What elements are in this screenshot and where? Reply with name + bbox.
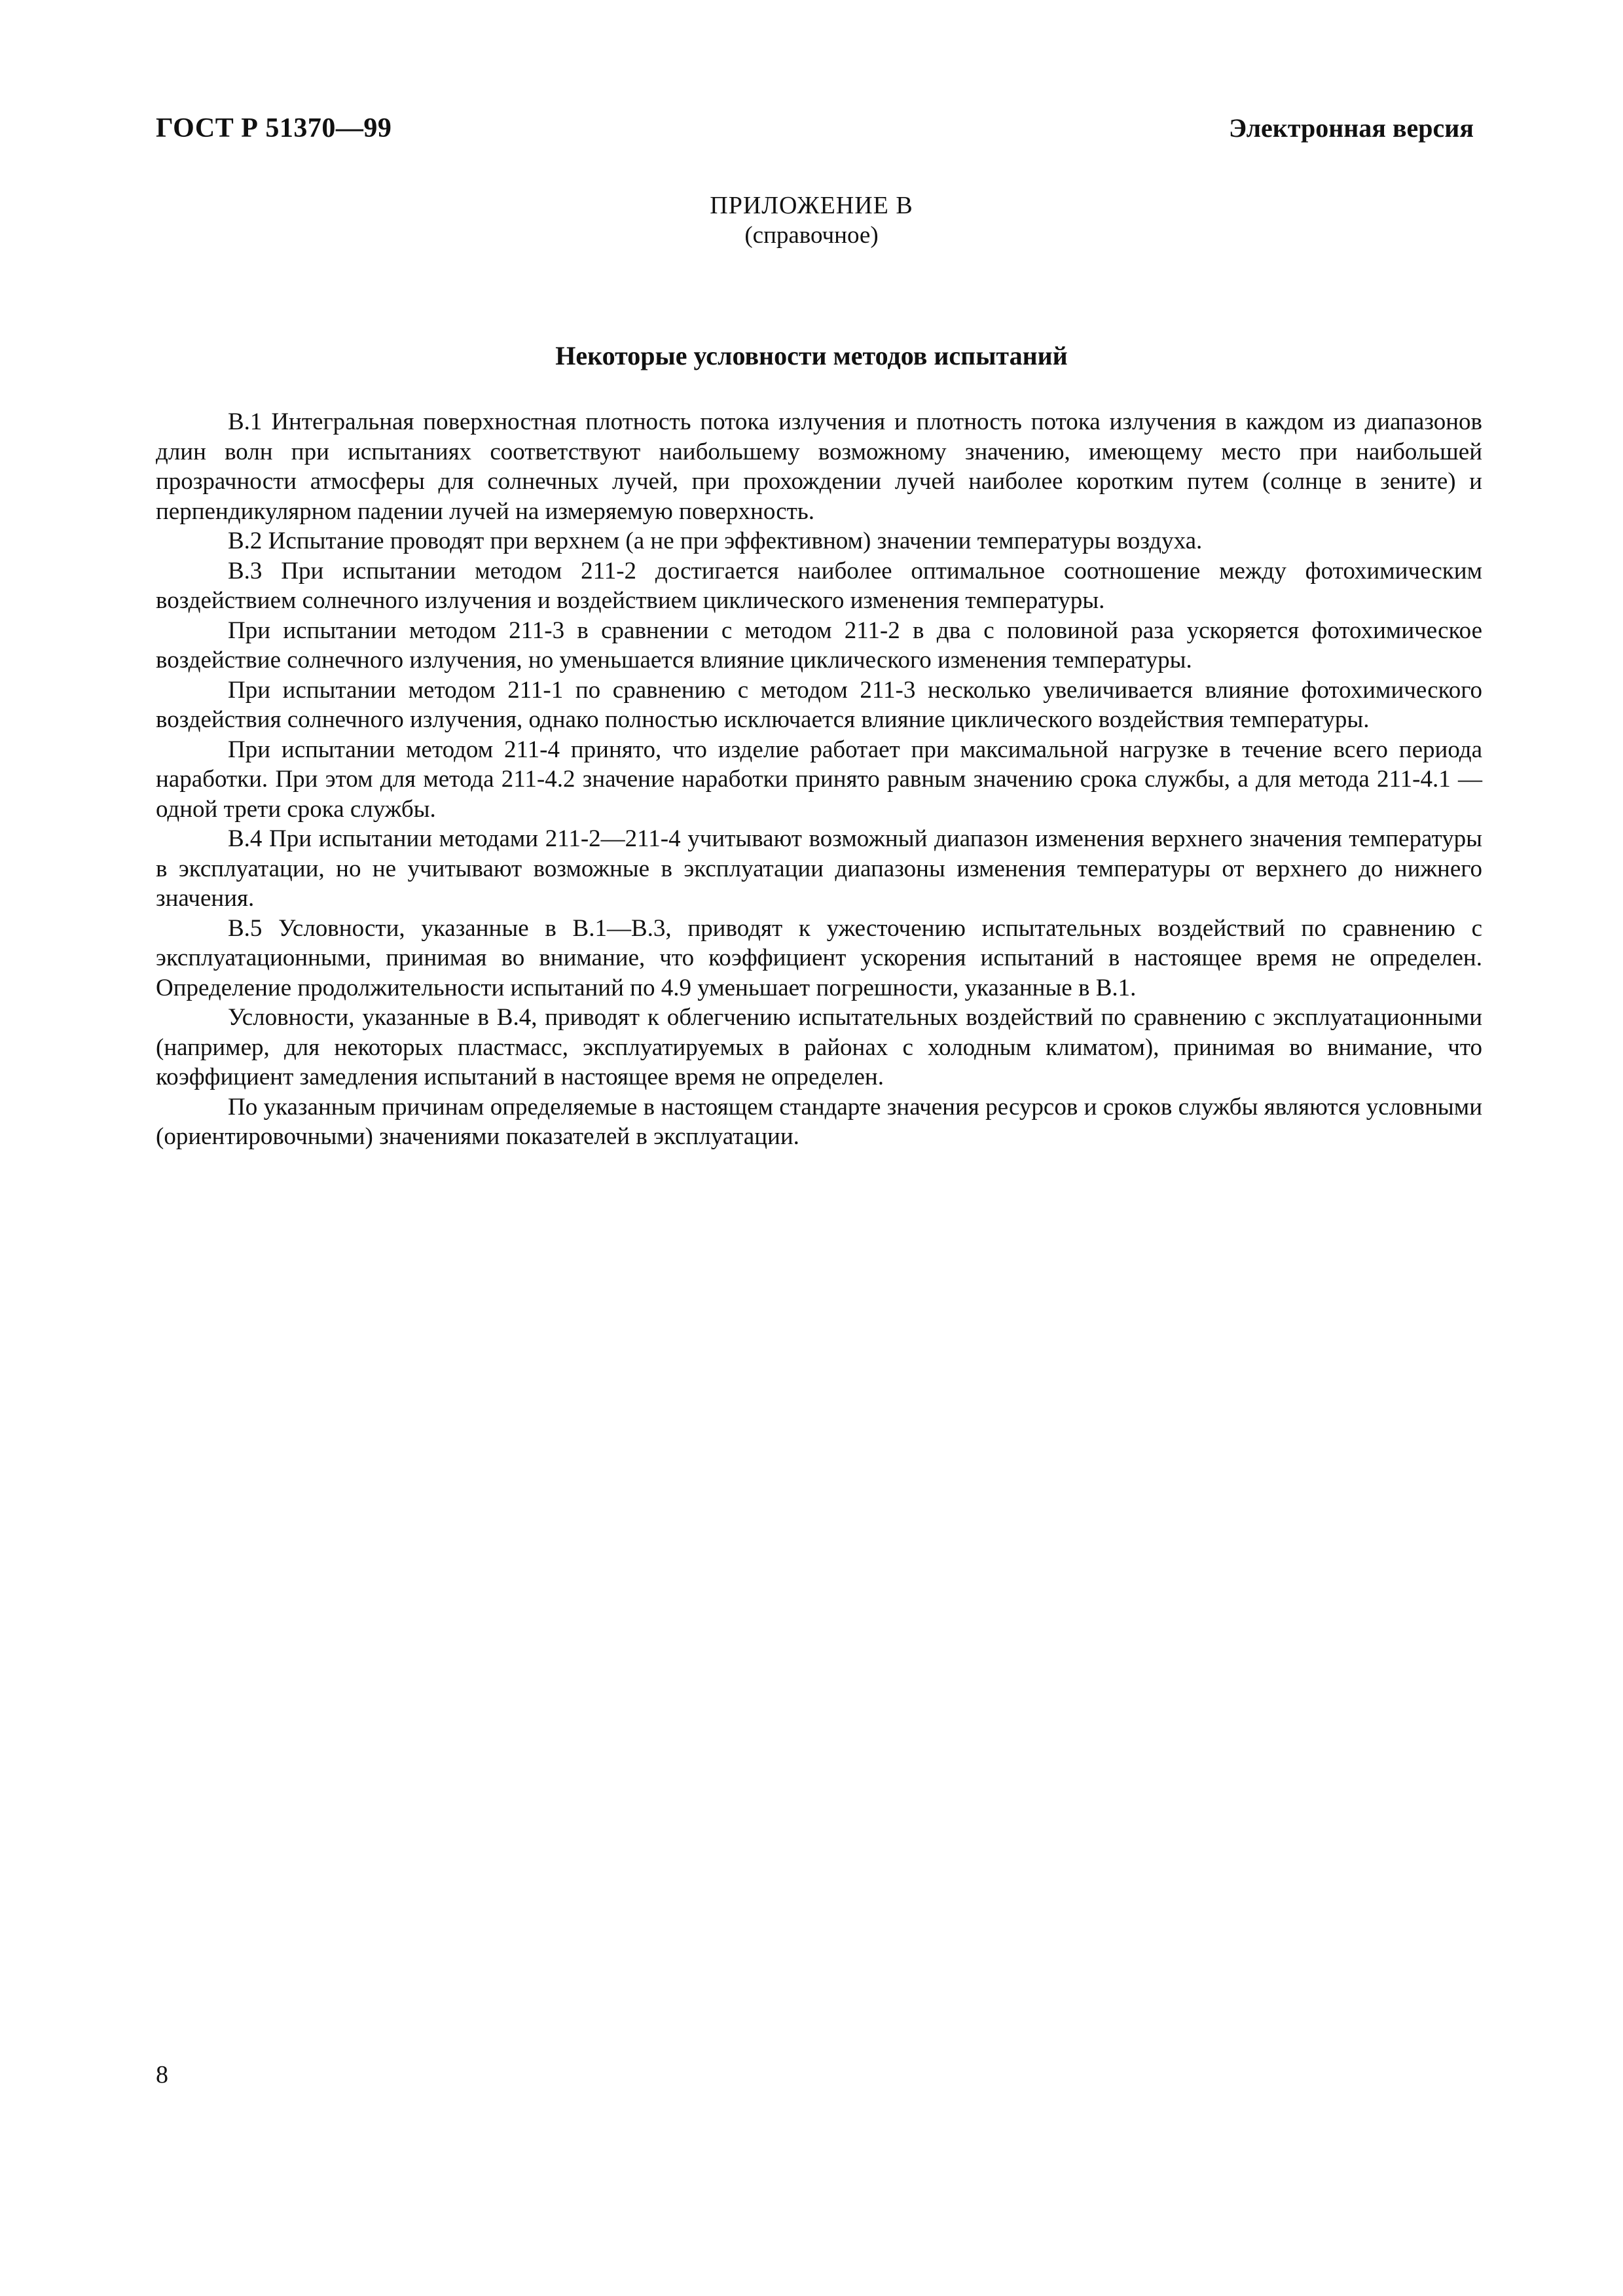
paragraph-conclusion: По указанным причинам определяемые в настоящем стандарте значения ресурсов и сроков службы являются условными (ориентировочными) значениями показателей в эксплуатации. (156, 1093, 1482, 1150)
appendix-title: ПРИЛОЖЕНИЕ В (710, 192, 913, 219)
paragraph-b4: В.4 При испытании методами 211-2—211-4 учитывают возможный диапазон изменения верхнего значения температуры в эксплуатации, но не учитывают возможные в эксплуатации диапазоны изменения температуры от верхнего до нижнего значения. (156, 825, 1482, 912)
edition-label: Электронная версия (1228, 113, 1474, 143)
appendix-subtitle: (справочное) (744, 222, 879, 249)
body-text (156, 407, 1482, 1152)
paragraph-b3: В.3 При испытании методом 211-2 достигается наиболее оптимальное соотношение между фотохимическим воздействием солнечного излучения и воздействием циклического изменения температуры. (156, 557, 1482, 614)
paragraph-b4-conditions: Условности, указанные в В.4, приводят к облегчению испытательных воздействий по сравнению с эксплуатационными (например, для некоторых пластмасс, эксплуатируемых в районах с холодным климатом), принимая во внимание, что коэффициент замедления испытаний в настоящее время не определен. (156, 1004, 1482, 1090)
page-number: 8 (156, 2061, 168, 2089)
paragraph-method-211-4: При испытании методом 211-4 принято, что изделие работает при максимальной нагрузке в течение всего периода наработки. При этом для метода 211-4.2 значение наработки принято равным значению срока службы, а для метода 211-4.1 — одной трети срока службы. (156, 736, 1482, 823)
paragraph-method-211-1: При испытании методом 211-1 по сравнению с методом 211-3 несколько увеличивается влияние фотохимического воздействия солнечного излучения, однако полностью исключается влияние циклического воздействия температуры. (156, 676, 1482, 733)
paragraph-b2: В.2 Испытание проводят при верхнем (а не при эффективном) значении температуры воздуха. (228, 528, 1203, 554)
paragraph-method-211-3: При испытании методом 211-3 в сравнении с методом 211-2 в два с половиной раза ускоряется фотохимическое воздействие солнечного излучения, но уменьшается влияние циклического изменения температуры. (156, 617, 1482, 673)
paragraph-b5: В.5 Условности, указанные в В.1—В.3, приводят к ужесточению испытательных воздействий по сравнению с эксплуатационными, принимая во внимание, что коэффициент ускорения испытаний в настоящее время не определен. Определение продолжительности испытаний по 4.9 уменьшает погрешности, указанные в В.1. (156, 914, 1482, 1001)
section-title: Некоторые условности методов испытаний (555, 341, 1068, 370)
paragraph-b1: В.1 Интегральная поверхностная плотность потока излучения и плотность потока излучения в каждом из диапазонов длин волн при испытаниях соответствуют наибольшему возможному значению, имеющему место при наибольшей прозрачности атмосферы для солнечных лучей, при прохождении лучей наиболее коротким путем (солнце в зените) и перпендикулярном падении лучей на измеряемую поверхность. (156, 408, 1482, 525)
document-code: ГОСТ Р 51370—99 (156, 113, 392, 143)
